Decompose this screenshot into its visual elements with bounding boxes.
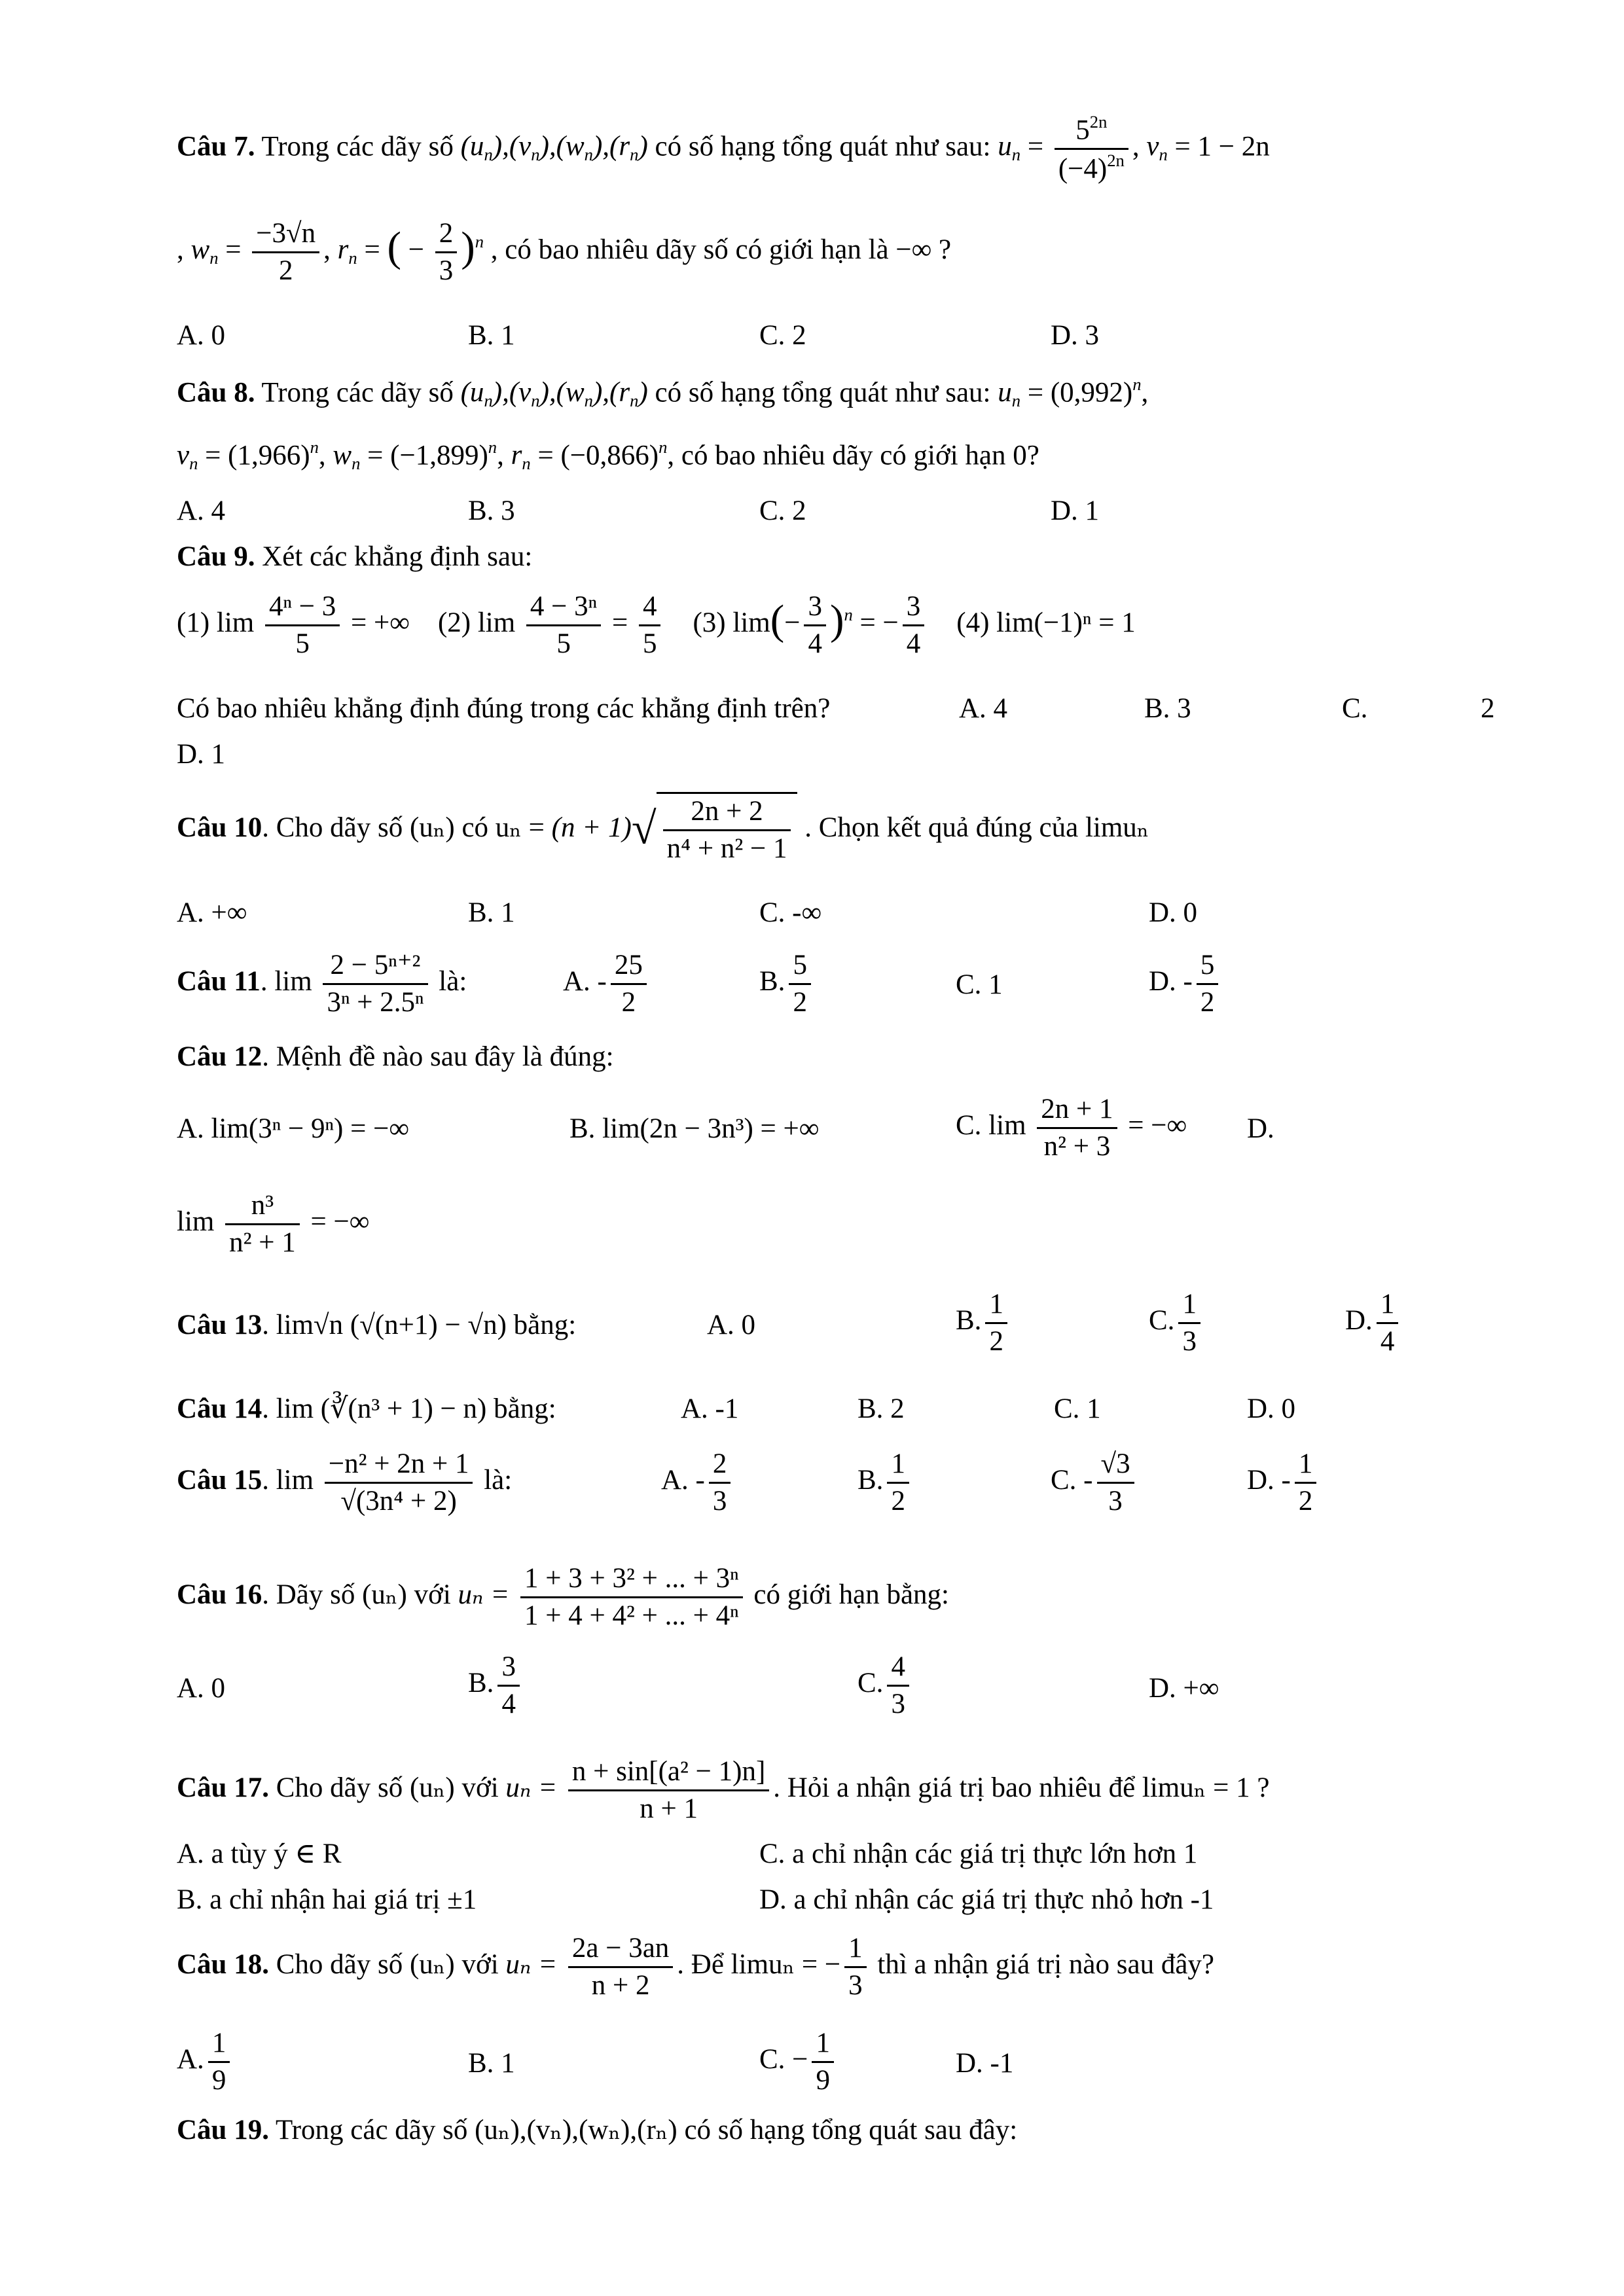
q8-text: Trong các dãy số xyxy=(261,377,454,408)
q15-num: −n² + 2n + 1 xyxy=(325,1446,473,1484)
q11-opt-b-num: 5 xyxy=(789,948,811,985)
q10-rad-den: n⁴ + n² − 1 xyxy=(666,833,787,864)
q7-w-num: −3√n xyxy=(252,216,319,253)
q18-opt-c-den: 9 xyxy=(816,2064,830,2096)
q9-s2-result xyxy=(639,589,661,662)
q15-opt-d-den: 2 xyxy=(1298,1485,1313,1516)
q7-opt-d[interactable]: D. 3 xyxy=(1051,320,1100,351)
q8-v-expr: = (1,966) xyxy=(205,440,310,471)
q15-opt-a[interactable] xyxy=(661,1446,734,1519)
q9-s3-den: 4 xyxy=(808,628,822,659)
q11-lim: . lim xyxy=(260,966,312,997)
q18-fraction xyxy=(568,1931,673,2003)
q7-label: Câu 7. xyxy=(177,131,255,162)
q15-opt-d[interactable] xyxy=(1247,1446,1320,1519)
q13-opt-c-num: 1 xyxy=(1178,1287,1200,1324)
q18-opt-c-fraction xyxy=(812,2026,834,2098)
q9-s1-num: 4ⁿ − 3 xyxy=(265,589,340,626)
q18-opt-c-label: C. − xyxy=(759,2044,808,2075)
q16-u: uₙ = xyxy=(458,1579,510,1611)
q11-opt-c-label: C. 1 xyxy=(956,969,1003,1000)
q10-rad-fraction xyxy=(663,794,791,867)
q13-opt-b-den: 2 xyxy=(989,1325,1003,1357)
q8-seqs: $(u_n),(v_n),(w_n),(r_n)$ xyxy=(460,377,648,411)
q12-opt-d-expr xyxy=(177,1188,369,1261)
q9-s1-res: = +∞ xyxy=(351,607,410,639)
q16-num: 1 + 3 + 3² + ... + 3ⁿ xyxy=(520,1561,743,1598)
q7-text: Trong các dãy số xyxy=(261,131,454,162)
q7-w-symbol: $w_n$ xyxy=(190,234,219,268)
q7-v-symbol: $v_n$ xyxy=(1146,131,1168,165)
q14-label: Câu 14 xyxy=(177,1393,262,1424)
q7-line2: , $w_n$ = $\frac{-3√n}{2}$ , $r_n$ = ( − $\frac{2}{3}$ )$^n$ , có bao nhiêu dãy số có giới hạn là −∞ ? xyxy=(177,216,951,289)
q7-u-den: (−4) xyxy=(1058,153,1108,185)
q17-opt-b[interactable]: B. a chỉ nhận hai giá trị ±1 xyxy=(177,1884,477,1915)
q11-opt-b-fraction xyxy=(789,948,811,1020)
q18-res-den: 3 xyxy=(848,1969,863,2001)
q8-opt-b[interactable]: B. 3 xyxy=(468,495,515,526)
q7-u-den-exp: 2n xyxy=(1107,151,1125,171)
q16-label: Câu 16 xyxy=(177,1579,262,1611)
q13-opt-d-fraction xyxy=(1377,1287,1399,1359)
q11-num: 2 − 5ⁿ⁺² xyxy=(323,948,427,985)
q13-opt-b-fraction xyxy=(985,1287,1007,1359)
q8-r-symbol: $r_n$ xyxy=(511,440,531,474)
q13-opt-c-fraction xyxy=(1178,1287,1200,1359)
q17-stem xyxy=(177,1754,1269,1827)
q13-opt-c-den: 3 xyxy=(1182,1325,1197,1357)
q17-text: Cho dãy số (uₙ) với xyxy=(276,1772,499,1804)
q11-opt-b-den: 2 xyxy=(793,986,807,1018)
q11-opt-d-den: 2 xyxy=(1200,986,1215,1018)
q11-opt-b-label: B. xyxy=(759,966,785,997)
q7-w-fraction xyxy=(252,216,319,289)
q15-opt-b-den: 2 xyxy=(891,1485,905,1516)
q8-w-expr: = (−1,899) xyxy=(367,440,488,471)
q7-v-expr: = 1 − 2n xyxy=(1174,131,1270,162)
q12-opt-c-num: 2n + 1 xyxy=(1037,1092,1117,1129)
q16-stem xyxy=(177,1561,949,1634)
q13-opt-d-num: 1 xyxy=(1377,1287,1399,1324)
q11-den: 3ⁿ + 2.5ⁿ xyxy=(327,986,424,1018)
q10-opt-a[interactable]: A. +∞ xyxy=(177,897,247,928)
q10-text: . Cho dãy số (uₙ) có uₙ = xyxy=(262,812,545,844)
q17-opt-c[interactable]: C. a chỉ nhận các giá trị thực lớn hơn 1 xyxy=(759,1839,1198,1869)
q8-line2: $v_n = (1,966)^n$, $w_n = (-1,899)^n$, $r_n = (-0,866)^n$, có bao nhiêu dãy có giới hạn 0? xyxy=(177,437,1039,474)
q16-opt-c[interactable] xyxy=(857,1649,913,1722)
q13-suffix: bằng: xyxy=(513,1310,577,1340)
q10-question: . Chọn kết quả đúng của limuₙ xyxy=(804,812,1149,844)
q9-s1-den: 5 xyxy=(295,628,310,659)
q10-opt-c[interactable]: C. -∞ xyxy=(759,897,822,928)
q14-opt-d[interactable]: D. 0 xyxy=(1247,1393,1296,1424)
q18-num: 2a − 3an xyxy=(568,1931,673,1968)
q9-s2-den: 5 xyxy=(556,628,571,659)
q15-stem xyxy=(177,1446,512,1519)
q18-opt-c[interactable] xyxy=(759,2026,838,2098)
q8-opt-d[interactable]: D. 1 xyxy=(1051,495,1100,526)
q15-opt-c-num: √3 xyxy=(1097,1446,1134,1484)
q18-u: uₙ = xyxy=(505,1949,558,1981)
q18-den: n + 2 xyxy=(591,1969,650,2001)
q13-expr: . lim√n (√(n+1) − √n) xyxy=(262,1310,507,1340)
q18-opt-d[interactable]: D. -1 xyxy=(956,2048,1014,2079)
q15-opt-a-num: 2 xyxy=(709,1446,731,1484)
q16-suffix: có giới hạn bằng: xyxy=(753,1579,950,1611)
q18-opt-a-den: 9 xyxy=(211,2064,226,2096)
q7-opt-b[interactable]: B. 1 xyxy=(468,320,515,351)
q9-opt-a[interactable]: A. 4 xyxy=(959,693,1008,724)
q15-opt-a-label: A. - xyxy=(661,1465,705,1496)
q7-question: , có bao nhiêu dãy số có giới hạn là −∞ ? xyxy=(490,234,952,266)
q12-opt-d-num: n³ xyxy=(225,1188,300,1225)
q7-text2: có số hạng tổng quát như sau: xyxy=(655,131,991,162)
q9-s3-result xyxy=(903,589,925,662)
q9-s2-res-num: 4 xyxy=(639,589,661,626)
q12-label: Câu 12 xyxy=(177,1041,262,1072)
q15-opt-b[interactable] xyxy=(857,1446,913,1519)
q18-opt-a-fraction xyxy=(208,2026,230,2098)
q11-suffix: là: xyxy=(439,966,467,997)
q19-text: Trong các dãy số (uₙ),(vₙ),(wₙ),(rₙ) có số hạng tổng quát sau đây: xyxy=(275,2115,1018,2145)
q16-opt-a[interactable]: A. 0 xyxy=(177,1673,226,1704)
q7-seqs: $(u_n),(v_n),(w_n),(r_n)$ xyxy=(460,131,648,165)
q7-opt-c[interactable]: C. 2 xyxy=(759,320,806,351)
q10-radical xyxy=(657,792,798,867)
q13-stem xyxy=(177,1309,576,1341)
q9-opt-c-value: 2 xyxy=(1481,693,1495,724)
q11-opt-b[interactable] xyxy=(759,948,815,1020)
q7-r-fraction xyxy=(435,216,458,289)
q17-opt-d[interactable]: D. a chỉ nhận các giá trị thực nhỏ hơn -1 xyxy=(759,1884,1214,1915)
q15-opt-c-fraction xyxy=(1097,1446,1134,1519)
q10-rad-num: 2n + 2 xyxy=(663,794,791,831)
q15-opt-a-den: 3 xyxy=(712,1485,727,1516)
q18-label: Câu 18. xyxy=(177,1949,269,1981)
q16-opt-b[interactable] xyxy=(468,1649,524,1722)
q16-fraction xyxy=(520,1561,743,1634)
q9-s2-num: 4 − 3ⁿ xyxy=(526,589,601,626)
q16-opt-d[interactable]: D. +∞ xyxy=(1149,1673,1219,1704)
q17-question: . Hỏi a nhận giá trị bao nhiêu để limuₙ = 1 ? xyxy=(773,1772,1270,1804)
q18-mid: . Để limuₙ = − xyxy=(677,1949,841,1981)
q11-opt-d-fraction xyxy=(1197,948,1219,1020)
q16-opt-c-num: 4 xyxy=(887,1649,909,1687)
q15-opt-d-label: D. - xyxy=(1247,1465,1291,1496)
q15-opt-c-label: C. - xyxy=(1051,1465,1093,1496)
q11-label: Câu 11 xyxy=(177,966,261,997)
q17-u: uₙ = xyxy=(505,1772,558,1804)
q9-s3-label: (3) lim xyxy=(693,607,770,639)
q9-s3-fraction xyxy=(804,589,826,662)
q13-opt-a[interactable]: A. 0 xyxy=(707,1310,756,1340)
q9-s2-label: (2) lim xyxy=(437,607,516,639)
q9-text: Xét các khẳng định sau: xyxy=(262,541,533,572)
q10-opt-d[interactable]: D. 0 xyxy=(1149,897,1198,928)
q18-opt-a-label: A. xyxy=(177,2044,204,2075)
q10-opt-b[interactable]: B. 1 xyxy=(468,897,515,928)
q18-opt-b[interactable]: B. 1 xyxy=(468,2048,515,2079)
q15-opt-c-den: 3 xyxy=(1108,1485,1123,1516)
q12-opt-a[interactable]: A. lim(3ⁿ − 9ⁿ) = −∞ xyxy=(177,1113,410,1144)
q10-line1: Câu 10. Cho dãy số (uₙ) có uₙ = (n + 1)√ $\frac{2n + 2}{\text{n⁴ + n² − 1}}$ . Chọn kết quả đúng của limuₙ xyxy=(177,792,1149,867)
q7-r-den: 3 xyxy=(439,255,454,286)
q9-s3-num: 3 xyxy=(804,589,826,626)
q12-opt-d-res: = −∞ xyxy=(310,1206,370,1238)
q12-line1 xyxy=(177,1041,614,1073)
q16-opt-c-den: 3 xyxy=(891,1688,905,1719)
q8-r-expr: = (−0,866) xyxy=(537,440,659,471)
q11-opt-a-den: 2 xyxy=(621,986,636,1018)
q15-opt-d-num: 1 xyxy=(1295,1446,1317,1484)
q15-suffix: là: xyxy=(484,1465,513,1496)
q9-s3-res-num: 3 xyxy=(903,589,925,626)
q8-label: Câu 8. xyxy=(177,377,255,408)
q9-opt-b[interactable]: B. 3 xyxy=(1144,693,1191,724)
q9-label: Câu 9. xyxy=(177,541,255,572)
q12-opt-d-fraction xyxy=(225,1188,300,1261)
q15-label: Câu 15 xyxy=(177,1465,262,1496)
q9-opt-d[interactable]: D. 1 xyxy=(177,739,226,770)
q12-opt-c-fraction xyxy=(1037,1092,1117,1164)
q16-den: 1 + 4 + 4² + ... + 4ⁿ xyxy=(524,1600,739,1631)
q19-label: Câu 19. xyxy=(177,2115,269,2145)
q16-opt-b-label: B. xyxy=(468,1668,494,1699)
q8-opt-c[interactable]: C. 2 xyxy=(759,495,806,526)
q16-opt-b-fraction xyxy=(497,1649,520,1722)
q12-text: . Mệnh đề nào sau đây là đúng: xyxy=(262,1041,614,1072)
q9-s4: (4) lim(−1)ⁿ = 1 xyxy=(956,607,1136,639)
q7-r-symbol: $r_n$ xyxy=(337,234,357,268)
q8-question: , có bao nhiêu dãy có giới hạn 0? xyxy=(667,440,1039,471)
q17-den: n + 1 xyxy=(640,1793,698,1824)
q12-opt-d-den: n² + 1 xyxy=(229,1227,296,1258)
q11-opt-a-fraction xyxy=(611,948,647,1020)
q7-u-num: 5 xyxy=(1075,115,1090,146)
q11-opt-d-label: D. - xyxy=(1149,966,1193,997)
q13-opt-d-den: 4 xyxy=(1380,1325,1395,1357)
q9-line1 xyxy=(177,541,532,573)
q15-opt-b-label: B. xyxy=(857,1465,884,1496)
q8-v-symbol: $v_n$ xyxy=(177,440,198,474)
q11-opt-a-label: A. - xyxy=(563,966,607,997)
q9-s3-res-den: 4 xyxy=(906,628,921,659)
q9-question: Có bao nhiêu khẳng định đúng trong các khẳng định trên? xyxy=(177,693,831,724)
q7-opt-a[interactable]: A. 0 xyxy=(177,320,226,351)
q8-u-expr: = (0,992) xyxy=(1027,377,1133,408)
q8-u-symbol: $u_n$ xyxy=(998,377,1021,411)
q9-statements: (1) lim $\frac{\text{4ⁿ − 3}}{5}$ = +∞ (2) lim $\frac{\text{4 − 3ⁿ}}{5}$ = $\frac{4}{5}$ (3) lim(− $\frac{3}{4}$ )$^n$ = − $\frac{3}{4}$ (4) lim(−1)ⁿ = 1 xyxy=(177,589,1136,662)
q14-opt-b[interactable]: B. 2 xyxy=(857,1393,905,1424)
q13-opt-b-label: B. xyxy=(956,1305,982,1336)
q17-opt-a[interactable]: A. a tùy ý ∈ R xyxy=(177,1839,342,1869)
q11-opt-a[interactable] xyxy=(563,948,651,1020)
q15-opt-b-fraction xyxy=(887,1446,909,1519)
q11-fraction xyxy=(323,948,427,1020)
q12-opt-c-res: = −∞ xyxy=(1128,1110,1187,1141)
q18-opt-a-num: 1 xyxy=(208,2026,230,2063)
q11-opt-c[interactable] xyxy=(956,969,1003,1001)
q8-text2: có số hạng tổng quát như sau: xyxy=(655,377,991,408)
q10-factor: (n + 1) xyxy=(551,812,632,844)
q18-result-fraction xyxy=(844,1931,867,2003)
q7-line1: Câu 7. Trong các dãy số $(u_n),(v_n),(w_n),(r_n)$ có số hạng tổng quát như sau: $u_n$ = $\frac{5^{2n}}{(-4)^{2n}}$ , $v_n = 1 - 2n$ xyxy=(177,111,1270,187)
q13-opt-b-num: 1 xyxy=(985,1287,1007,1324)
q16-opt-c-label: C. xyxy=(857,1668,884,1699)
q9-s2-res-den: 5 xyxy=(642,628,657,659)
q18-stem xyxy=(177,1931,1214,2003)
q13-opt-b[interactable] xyxy=(956,1287,1011,1359)
q19-stem xyxy=(177,2114,1017,2146)
q8-opt-a[interactable]: A. 4 xyxy=(177,495,226,526)
q16-opt-b-num: 3 xyxy=(497,1649,520,1687)
q11-opt-a-num: 25 xyxy=(611,948,647,985)
q15-fraction xyxy=(325,1446,473,1519)
q11-stem xyxy=(177,948,467,1020)
q10-label: Câu 10 xyxy=(177,812,262,844)
q15-den: √(3n⁴ + 2) xyxy=(340,1485,457,1516)
q18-text: Cho dãy số (uₙ) với xyxy=(276,1949,499,1981)
q8-line1: Câu 8. Trong các dãy số $(u_n),(v_n),(w_n),(r_n)$ có số hạng tổng quát như sau: $u_n = (0,992)^n$, xyxy=(177,374,1149,411)
q11-opt-d-num: 5 xyxy=(1197,948,1219,985)
q14-stem xyxy=(177,1393,556,1425)
q7-u-fraction xyxy=(1055,111,1128,187)
q9-s1-fraction xyxy=(265,589,340,662)
q17-num: n + sin[(a² − 1)n] xyxy=(568,1754,769,1791)
q9-s1-label: (1) lim xyxy=(177,607,255,639)
q8-w-symbol: $w_n$ xyxy=(333,440,361,474)
q18-question: thì a nhận giá trị nào sau đây? xyxy=(877,1949,1215,1981)
q15-opt-d-fraction xyxy=(1295,1446,1317,1519)
q9-opt-c[interactable]: C. xyxy=(1342,693,1368,724)
q16-opt-b-den: 4 xyxy=(501,1688,516,1719)
q13-opt-d-label: D. xyxy=(1345,1305,1373,1336)
q14-opt-a[interactable]: A. -1 xyxy=(681,1393,739,1424)
q18-res-num: 1 xyxy=(844,1931,867,1968)
q7-w-den: 2 xyxy=(278,255,293,286)
q12-opt-d[interactable]: D. xyxy=(1247,1113,1274,1144)
q11-opt-d[interactable] xyxy=(1149,948,1222,1020)
q9-s2-fraction xyxy=(526,589,601,662)
q16-opt-c-fraction xyxy=(887,1649,909,1722)
q7-u-symbol: $u_n$ xyxy=(998,131,1021,165)
q16-text: . Dãy số (uₙ) với xyxy=(262,1579,451,1611)
q15-opt-c[interactable] xyxy=(1051,1446,1138,1519)
q13-opt-c-label: C. xyxy=(1149,1305,1175,1336)
q13-label: Câu 13 xyxy=(177,1310,262,1340)
q15-opt-a-fraction xyxy=(709,1446,731,1519)
q18-opt-c-num: 1 xyxy=(812,2026,834,2063)
q17-fraction xyxy=(568,1754,769,1827)
q18-opt-a[interactable] xyxy=(177,2026,234,2098)
q12-opt-b[interactable]: B. lim(2n − 3n³) = +∞ xyxy=(569,1113,820,1144)
q12-opt-c-den: n² + 3 xyxy=(1043,1130,1111,1162)
q17-label: Câu 17. xyxy=(177,1772,269,1804)
q13-opt-d[interactable] xyxy=(1345,1287,1402,1359)
q12-opt-d-lim: lim xyxy=(177,1206,215,1238)
q15-opt-b-num: 1 xyxy=(887,1446,909,1484)
q7-u-num-exp: 2n xyxy=(1089,112,1108,132)
q13-opt-c[interactable] xyxy=(1149,1287,1204,1359)
q12-opt-c-label: C. lim xyxy=(956,1110,1026,1141)
q15-lim: . lim xyxy=(262,1465,314,1496)
q12-opt-c[interactable] xyxy=(956,1092,1187,1164)
q14-opt-c[interactable]: C. 1 xyxy=(1054,1393,1101,1424)
q7-r-num: 2 xyxy=(435,216,458,253)
q14-expr: . lim (∛(n³ + 1) − n) bằng: xyxy=(262,1393,556,1424)
